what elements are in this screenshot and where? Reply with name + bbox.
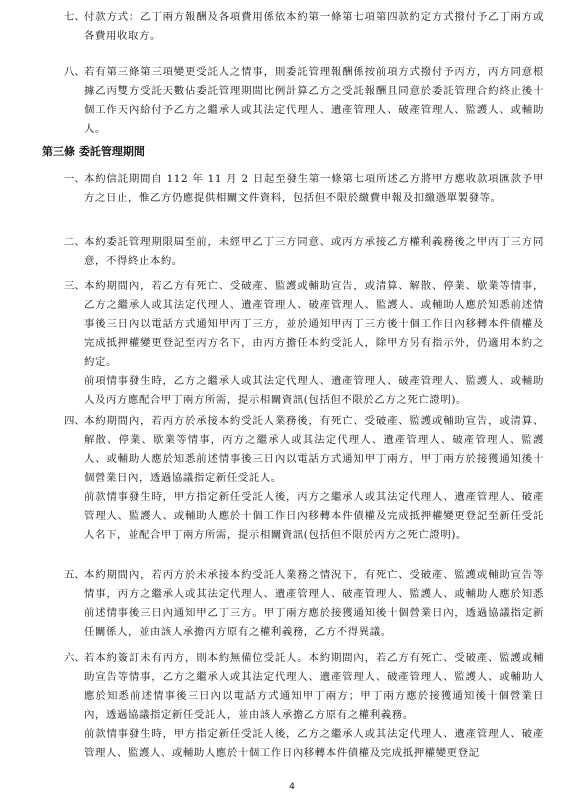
clause-text: 付款方式：乙丁兩方報酬及各項費用係依本約第一條第七項第四款約定方式撥付予乙丁兩方或各費用收取方。 (84, 11, 544, 42)
clause-text: 若本約簽訂未有丙方，則本約無備位受託人。本約期間內，若乙方有死亡、受破產、監護或輔助宣告等情事，乙方之繼承人或其法定代理人、遺產管理人、破產管理人、監護人、或輔助人應於知悉前述情事後三日內以電話方式通知甲丁兩方；甲丁兩方應於接獲通知後十個營業日內，透過協議指定新任受託人，並由該人承擔乙方原有之權利義務。 (84, 652, 544, 721)
clause-number: 八、 (64, 66, 85, 78)
clause-number: 一、 (64, 173, 85, 185)
clause-text: 本約委託管理期限屆至前，未經甲乙丁三方同意、或丙方承接乙方權利義務後之甲丙丁三方同意，不得終止本約。 (84, 236, 544, 267)
clause-item-7 (64, 8, 544, 46)
clause-text: 本約期間內，若乙方有死亡、受破產、監護或輔助宣告，或清算、解散、停業、歇業等情事，乙方之繼承人或其法定代理人、遺產管理人、破產管理人、監護人、或輔助人應於知悉前述情事後三日內以電話方式通知甲丙丁三方，並於通知甲丙丁三方後十個工作日內移轉本件債權及完成抵押權變更登記至丙方名下，由丙方擔任本約受託人，除甲方另有指示外，仍適用本約之約定。 (84, 280, 544, 368)
clause-text: 本約期間內，若丙方於未承接本約受託人業務之情況下，有死亡、受破產、監護或輔助宣告等情事，丙方之繼承人或其法定代理人、遺產管理人、破產管理人、監護人、或輔助人應於知悉前述情事後三日內通知甲乙丁三方。甲丁兩方應於接獲通知後十個營業日內，透過協議指定新任關係人，並由該人承擔丙方原有之權利義務，乙方不得異議。 (84, 569, 544, 638)
section-item-5 (64, 566, 544, 642)
clause-text: 前款情事發生時，甲方指定新任受託人後，丙方之繼承人或其法定代理人、遺產管理人、破產管理人、監護人、或輔助人應於十個工作日內移轉本件債權及完成抵押權變更登記至新任受託人名下，並配合甲丁兩方所需，提示相關資訊(包括但不限於丙方之死亡證明)。 (84, 491, 544, 541)
clause-text: 本約信託期間自 112 年 11 月 2 日起至發生第一條第七項所述乙方將甲方應收款項匯款予甲方之日止，惟乙方仍應提供相關文件資料，包括但不限於繳費申報及扣繳憑單製發等。 (84, 173, 544, 204)
clause-text: 前款情事發生時，甲方指定新任受託人後，乙方之繼承人或其法定代理人、遺產管理人、破產管理人、監護人、或輔助人應於十個工作日內移轉本件債權及完成抵押權變更登記 (84, 728, 544, 759)
clause-number: 七、 (64, 11, 85, 23)
section-item-4 (64, 412, 544, 545)
clause-number: 五、 (64, 569, 85, 581)
section-item-6 (64, 649, 544, 763)
clause-text: 前項情事發生時，乙方之繼承人或其法定代理人、遺產管理人、破產管理人、監護人、或輔助人及丙方應配合甲丁兩方所需，提示相關資訊(包括但不限於乙方之死亡證明)。 (84, 375, 544, 406)
clause-number: 六、 (64, 652, 85, 664)
clause-text: 本約期間內，若丙方於承接本約受託人業務後，有死亡、受破產、監護或輔助宣告，或清算、解散、停業、歇業等情事，丙方之繼承人或其法定代理人、遺產管理人、破產管理人、監護人、或輔助人應於知悉前述情事後三日內以電話方式通知甲丁兩方，甲丁兩方於接獲通知後十個營業日內，透過協議指定新任受託人。 (84, 415, 544, 484)
clause-number: 三、 (64, 280, 85, 292)
clause-item-8 (64, 63, 544, 139)
section-item-1 (64, 170, 544, 208)
clause-number: 四、 (64, 415, 85, 427)
clause-number: 二、 (64, 236, 85, 248)
clause-text: 若有第三條第三項變更受託人之情事，則委託管理報酬係按前項方式撥付予丙方，丙方同意根據乙丙雙方受託天數佔委託管理期間比例計算乙方之受託報酬且同意於委託管理合約終止後十個工作天內給付予乙方之繼承人或其法定代理人、遺產管理人、破產管理人、監護人、或輔助人。 (84, 66, 544, 135)
section-item-3 (64, 277, 544, 410)
section-item-2 (64, 233, 544, 271)
section-heading: 第三條 委託管理期間 (42, 145, 145, 158)
page-number: 4 (289, 782, 295, 792)
